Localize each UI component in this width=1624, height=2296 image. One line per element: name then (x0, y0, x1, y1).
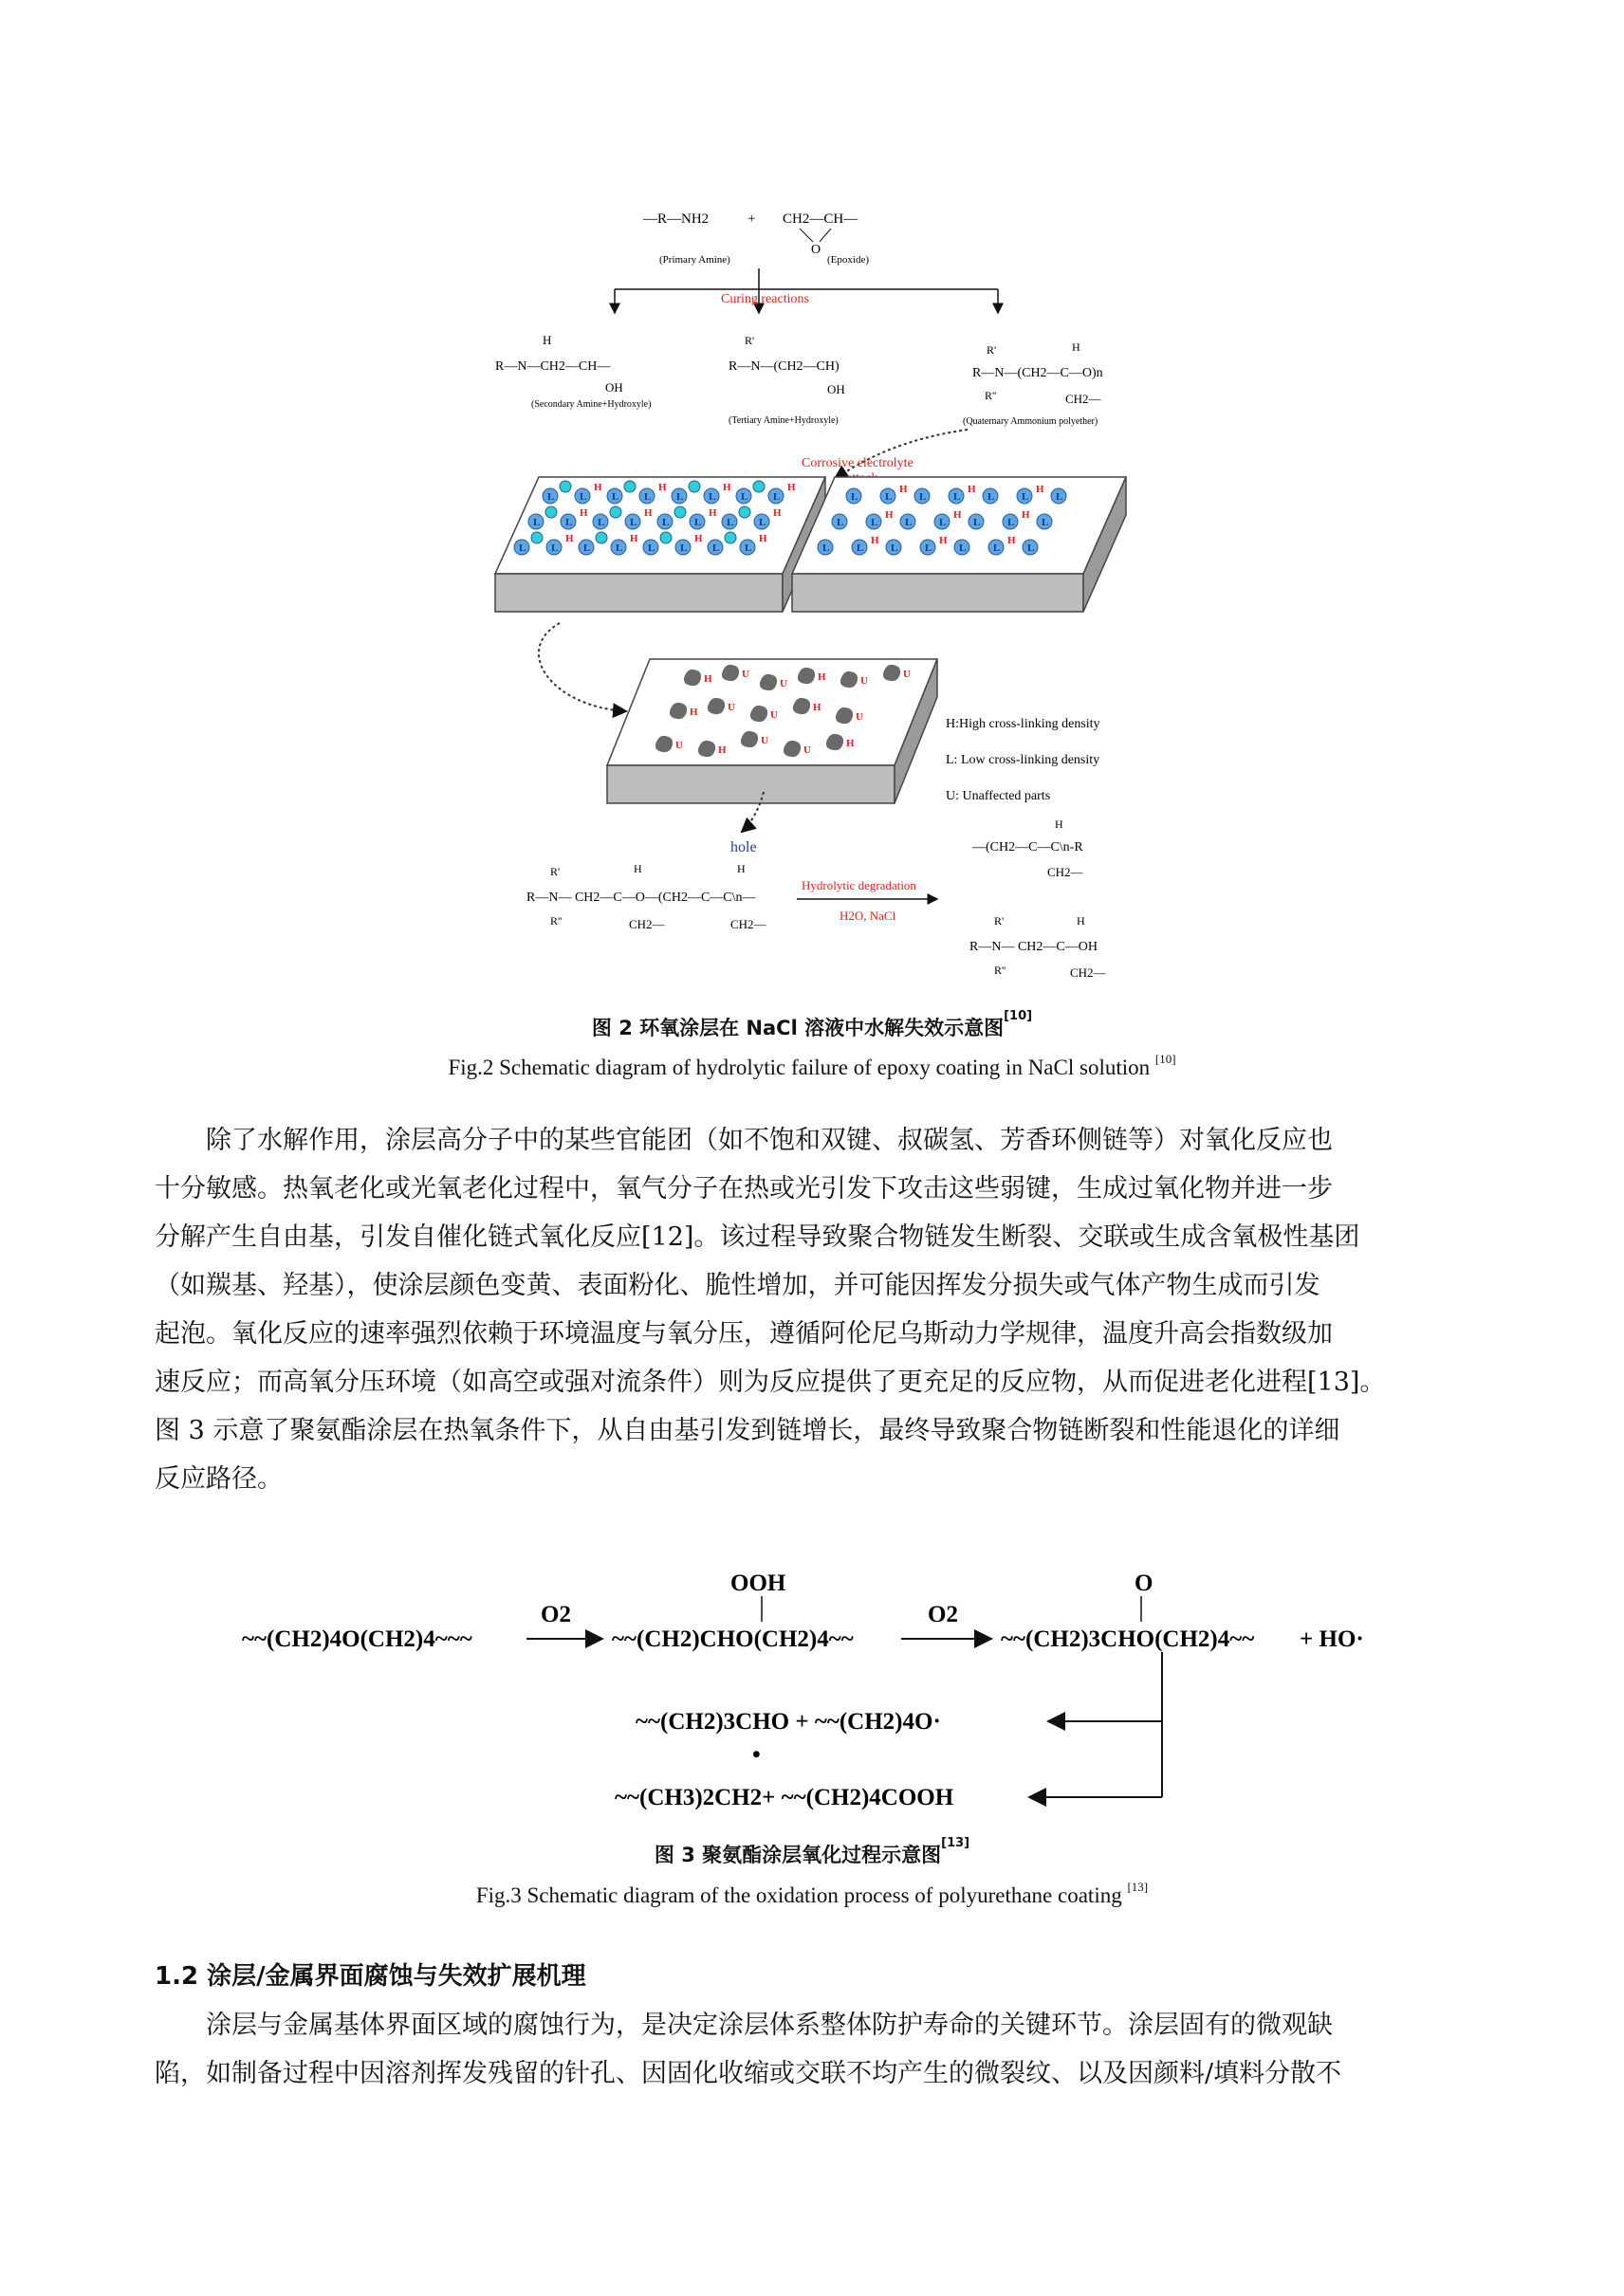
legend-low: L: Low cross-linking density (946, 753, 1100, 767)
blob-mark: U (770, 709, 778, 721)
o2-label-1: O2 (541, 1602, 571, 1627)
ball-letter: L (925, 542, 932, 554)
right-chain: ~~(CH2)3CHO(CH2)4~~ (1001, 1626, 1255, 1652)
blob-mark: U (903, 669, 911, 680)
high-density-mark: H (723, 482, 731, 493)
caption-2-cn-text: 图 2 环氧涂层在 NaCl 溶液中水解失效示意图 (591, 1017, 1005, 1039)
ball-letter: L (648, 542, 655, 554)
high-density-mark: H (953, 509, 962, 521)
curing-reactions-label: Curing reactions (721, 292, 809, 306)
caption-2-cn-ref: [10] (1004, 1009, 1033, 1023)
caption-3-cn-text: 图 3 聚氨酯涂层氧化过程示意图 (654, 1844, 942, 1866)
high-density-mark: H (899, 484, 908, 495)
row2-products: ~~(CH2)3CHO + ~~(CH2)4O· (636, 1709, 941, 1735)
section-heading: 1.2 涂层/金属界面腐蚀与失效扩展机理 (155, 1962, 586, 1991)
prod1-ch2: CH2— (1047, 865, 1083, 879)
ball-letter: L (987, 491, 995, 503)
tertiary-label: (Tertiary Amine+Hydroxyle) (729, 415, 839, 426)
radical-dot: • (752, 1742, 761, 1768)
epoxide-o: O (811, 243, 821, 257)
ball-letter: L (1056, 491, 1063, 503)
high-density-mark: H (630, 533, 638, 544)
blob-mark: H (818, 671, 826, 683)
high-density-mark: H (658, 482, 667, 493)
high-density-mark: H (968, 484, 976, 495)
hyd-ch2-2: CH2— (730, 917, 766, 931)
figure-2-caption-cn (0, 1009, 1624, 1041)
hyd-h2: H (737, 862, 746, 875)
ball-letter: L (773, 491, 781, 503)
ball-letter: L (598, 517, 605, 528)
chloride-ion (596, 532, 607, 543)
hyd-left-formula: R—N— CH2—C—O—(CH2—C—C\n— (526, 891, 756, 905)
hyd-arrow-label: Hydrolytic degradation (802, 878, 916, 892)
attack-label: Corrosive electrolyte (802, 456, 914, 470)
chloride-ion (725, 532, 736, 543)
high-density-mark: H (565, 533, 574, 544)
ball-letter: L (837, 517, 844, 528)
ooh-label: OOH (730, 1570, 786, 1596)
blob-mark: U (742, 669, 749, 680)
caption-3-en-text: Fig.3 Schematic diagram of the oxidation process of polyurethane coating (475, 1883, 1122, 1907)
ball-letter: L (871, 517, 878, 528)
prod1-formula: —(CH2—C—C\n-R (972, 840, 1083, 854)
blob-mark: H (718, 744, 727, 756)
ball-letter: L (519, 542, 526, 554)
ball-letter: L (745, 542, 752, 554)
ball-letter: L (959, 542, 967, 554)
ball-letter: L (822, 542, 830, 554)
figure-3-scheme (237, 1555, 1394, 1830)
chloride-ion (545, 506, 557, 518)
caption-2-en-ref: [10] (1154, 1052, 1176, 1066)
ball-letter: L (547, 491, 555, 503)
o2-label-2: O2 (928, 1602, 958, 1627)
paragraph-line: 除了水解作用，涂层高分子中的某些官能团（如不饱和双键、叔碳氢、芳香环侧链等）对氧化反应也 (206, 1126, 1333, 1155)
ball-letter: L (885, 491, 893, 503)
ball-letter: L (583, 542, 591, 554)
hyd-r2: R'' (550, 914, 563, 928)
high-density-mark: H (644, 507, 653, 519)
caption-2-en-text: Fig.2 Schematic diagram of hydrolytic failure of epoxy coating in NaCl solution (448, 1056, 1151, 1079)
chloride-ion (560, 481, 571, 492)
ball-letter: L (993, 542, 1001, 554)
high-density-mark: H (939, 535, 948, 546)
high-density-mark: H (885, 509, 894, 521)
blob-mark: U (803, 744, 811, 756)
blob-mark: U (761, 735, 768, 746)
chloride-ion (739, 506, 750, 518)
ball-letter: L (551, 542, 559, 554)
prod2-h: H (1077, 914, 1085, 928)
quaternary-r2: R'' (985, 389, 997, 402)
hyd-arrow-sub: H2O, NaCl (840, 909, 896, 923)
ball-letter: L (565, 517, 573, 528)
quaternary-h: H (1072, 340, 1080, 354)
chloride-ion (624, 481, 636, 492)
ball-letter: L (851, 491, 858, 503)
figure-2-caption-en (0, 1052, 1624, 1080)
figure-3-caption-en (0, 1880, 1624, 1908)
ball-letter: L (616, 542, 623, 554)
high-density-mark: H (580, 507, 588, 519)
mid-chain: ~~(CH2)CHO(CH2)4~~ (612, 1626, 854, 1652)
prod1-h: H (1055, 817, 1063, 831)
blob-mark: U (728, 702, 735, 713)
high-density-mark: H (773, 507, 782, 519)
ball-letter: L (1007, 517, 1015, 528)
chloride-ion (753, 481, 765, 492)
ball-letter: L (630, 517, 637, 528)
hyd-h1: H (634, 862, 642, 875)
amine-formula: —R—NH2 (643, 211, 710, 227)
tertiary-r: R' (745, 334, 755, 347)
plus-sign: + (747, 211, 756, 227)
ball-letter: L (533, 517, 541, 528)
high-density-mark: H (1036, 484, 1044, 495)
blob-mark: H (690, 707, 698, 718)
epoxide-formula: CH2—CH— (783, 211, 858, 227)
paragraph-line: 速反应；而高氧分压环境（如高空或强对流条件）则为反应提供了更充足的反应物，从而促进老化进程[13]。 (155, 1368, 1386, 1397)
quaternary-label: (Quaternary Ammonium polyether) (963, 416, 1098, 427)
legend-unaffected: U: Unaffected parts (946, 789, 1051, 803)
high-density-mark: H (871, 535, 879, 546)
ball-letter: L (709, 491, 716, 503)
ball-letter: L (1027, 542, 1035, 554)
blob-mark: U (860, 675, 868, 687)
prod2-r1: R' (994, 914, 1005, 928)
chloride-ion (660, 532, 672, 543)
ball-letter: L (694, 517, 702, 528)
prod2-formula: R—N— CH2—C—OH (969, 940, 1098, 954)
ball-letter: L (939, 517, 947, 528)
hyd-ch2-1: CH2— (629, 917, 665, 931)
caption-3-en-ref: [13] (1127, 1880, 1149, 1894)
figure-3-caption-cn (0, 1836, 1624, 1868)
high-density-mark: H (709, 507, 717, 519)
figure-2-schematic (474, 194, 1176, 991)
paragraph-line: 图 3 示意了聚氨酯涂层在热氧条件下，从自由基引发到链增长，最终导致聚合物链断裂和性能退化的详细 (155, 1416, 1340, 1445)
body-paragraph-2 (155, 2001, 1471, 2098)
ball-letter: L (727, 517, 734, 528)
ball-letter: L (1042, 517, 1049, 528)
epoxide-label: (Epoxide) (827, 254, 869, 266)
paragraph-line: 涂层与金属基体界面区域的腐蚀行为，是决定涂层体系整体防护寿命的关键环节。涂层固有的微观缺 (206, 2011, 1333, 2040)
plus-ho: + HO· (1300, 1626, 1364, 1652)
blob-mark: U (780, 678, 787, 689)
tertiary-formula: R—N—(CH2—CH) (729, 359, 840, 374)
ball-letter: L (1022, 491, 1029, 503)
ball-letter: L (953, 491, 961, 503)
ball-letter: L (759, 517, 766, 528)
ball-letter: L (919, 491, 927, 503)
paragraph-line: 十分敏感。热氧老化或光氧老化过程中，氧气分子在热或光引发下攻击这些弱键，生成过氧化物并进一步 (155, 1174, 1333, 1203)
blob-mark: H (846, 738, 855, 749)
prod2-ch2: CH2— (1070, 965, 1106, 980)
o-label: O (1135, 1570, 1153, 1596)
paragraph-line: 起泡。氧化反应的速率强烈依赖于环境温度与氧分压，遵循阿伦尼乌斯动力学规律，温度升高会指数级加 (155, 1319, 1333, 1349)
tertiary-oh: OH (827, 382, 845, 396)
prod2-r2: R'' (994, 964, 1006, 977)
quaternary-ch2: CH2— (1065, 392, 1101, 406)
paragraph-line: 反应路径。 (155, 1464, 283, 1494)
high-density-mark: H (787, 482, 796, 493)
blob-mark: U (856, 711, 863, 723)
blob-mark: H (813, 702, 821, 713)
quaternary-r1: R' (987, 343, 997, 357)
amine-label: (Primary Amine) (659, 254, 730, 266)
hole-label: hole (730, 839, 757, 855)
quaternary-formula: R—N—(CH2—C—O)n (972, 366, 1103, 380)
secondary-h: H (543, 333, 552, 347)
blob-mark: H (704, 673, 712, 685)
chloride-ion (674, 506, 686, 518)
ball-letter: L (580, 491, 587, 503)
secondary-oh: OH (605, 380, 623, 395)
ball-letter: L (612, 491, 619, 503)
paragraph-line: 分解产生自由基，引发自催化链式氧化反应[12]。该过程导致聚合物链发生断裂、交联或生成含氧极性基团 (155, 1222, 1360, 1252)
blob-mark: U (675, 740, 683, 751)
ball-letter: L (662, 517, 670, 528)
hyd-r1: R' (550, 865, 561, 878)
ball-letter: L (857, 542, 864, 554)
secondary-label: (Secondary Amine+Hydroxyle) (531, 399, 652, 410)
ball-letter: L (741, 491, 748, 503)
start-chain: ~~(CH2)4O(CH2)4~~~ (242, 1626, 472, 1652)
high-density-mark: H (594, 482, 602, 493)
high-density-mark: H (759, 533, 767, 544)
ball-letter: L (680, 542, 688, 554)
high-density-mark: H (1007, 535, 1016, 546)
chloride-ion (531, 532, 543, 543)
ball-letter: L (891, 542, 898, 554)
ball-letter: L (644, 491, 652, 503)
body-paragraph-1 (155, 1116, 1471, 1503)
secondary-formula: R—N—CH2—CH— (495, 359, 611, 374)
legend-high: H:High cross-linking density (946, 717, 1100, 731)
ball-letter: L (676, 491, 684, 503)
caption-3-cn-ref: [13] (941, 1836, 970, 1850)
high-density-mark: H (1022, 509, 1030, 521)
chloride-ion (610, 506, 621, 518)
row3-products: ~~(CH3)2CH2+ ~~(CH2)4COOH (615, 1785, 954, 1810)
paragraph-line: 陷，如制备过程中因溶剂挥发残留的针孔、因固化收缩或交联不均产生的微裂纹、以及因颜料/填料分散不 (155, 2059, 1342, 2088)
paragraph-line: （如羰基、羟基），使涂层颜色变黄、表面粉化、脆性增加，并可能因挥发分损失或气体产物生成而引发 (155, 1271, 1320, 1300)
ball-letter: L (905, 517, 913, 528)
ball-letter: L (973, 517, 981, 528)
ball-letter: L (712, 542, 720, 554)
chloride-ion (689, 481, 700, 492)
high-density-mark: H (694, 533, 703, 544)
